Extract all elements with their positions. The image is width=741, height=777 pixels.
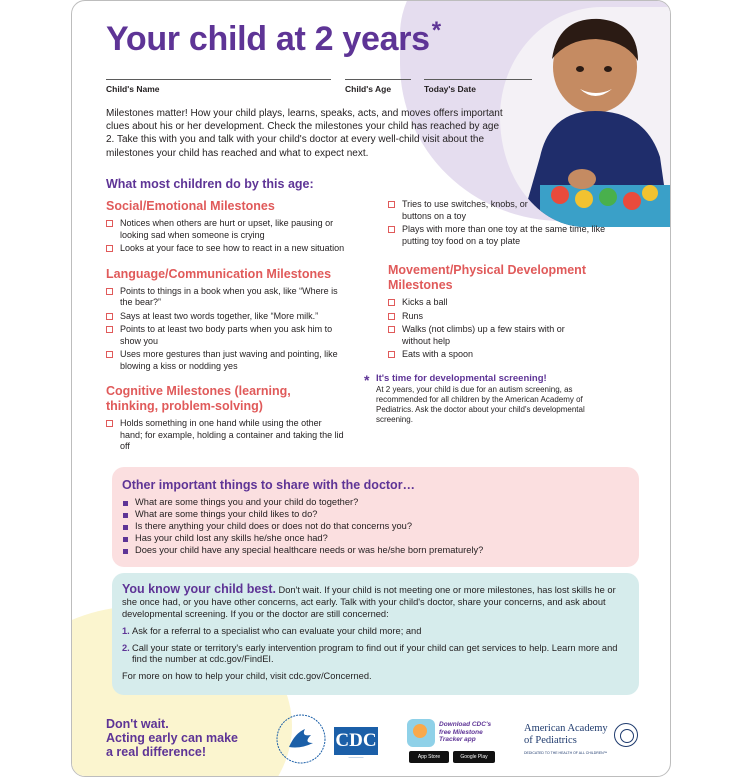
language-heading: Language/Communication Milestones [106,266,332,281]
list-item [122,509,625,521]
aap-tagline: DEDICATED TO THE HEALTH OF ALL CHILDREN™ [524,751,608,755]
page-title-text: Your child at 2 years [106,20,430,58]
milestone-text: Points to at least two body parts when you ask him to show you [120,324,333,346]
social-list [106,218,346,255]
aap-name: American Academy of Pediatrics [524,723,608,746]
checkbox[interactable] [106,220,113,227]
milestone-text: Holds something in one hand while using the other hand; for example, holding a container and taking the lid off [120,418,344,451]
checkbox[interactable] [388,226,395,233]
cdc-logo-box: CDC [334,727,378,755]
checkbox[interactable] [106,245,113,252]
checkbox[interactable] [388,299,395,306]
know-lead [122,583,625,620]
list-item-text: What are some things your child likes to do? [135,508,318,519]
checkbox[interactable] [106,351,113,358]
step-number: 1. [122,626,130,636]
milestone-text: Uses more gestures than just waving and pointing, like blowing a kiss or nodding yes [120,349,338,371]
screening-note [364,372,606,425]
milestone-sheet [71,0,671,777]
know-footer: For more on how to help your child, visit cdc.gov/Concerned. [122,670,372,681]
bullet-icon [123,513,128,518]
bullet-icon [123,537,128,542]
step-text: Ask for a referral to a specialist who can evaluate your child more; and [132,626,422,636]
milestone-text: Walks (not climbs) up a few stairs with or without help [402,324,565,346]
milestone-item [106,418,346,453]
milestone-text: Eats with a spoon [402,349,474,359]
milestone-tracker-app-promo[interactable] [407,717,497,767]
know-steps [122,626,625,666]
cognitive-list [106,418,346,453]
right-column [388,199,616,363]
milestone-item [106,218,346,241]
step-number: 2. [122,642,130,653]
milestone-text: Plays with more than one toy at the same time, like putting toy food on a toy plate [402,224,606,246]
movement-list [388,297,616,361]
checkbox[interactable] [106,288,113,295]
milestone-item [106,349,346,372]
know-lead-text: Don't wait. If your child is not meeting one or more milestones, has lost skills he or she once had, or you have other concerns, act early. Talk with your child's doctor, share your concerns, and ask about developmental screening. If you or the doctor are still concerned: [122,585,616,619]
app-icon [407,719,435,747]
bullet-icon [123,501,128,506]
milestone-item [388,324,588,347]
slogan-line: Acting early can make [106,731,239,745]
checkbox[interactable] [388,351,395,358]
cognitive-list-continued [388,199,616,247]
step-item [122,626,625,638]
screening-heading: It's time for developmental screening! [376,373,547,384]
list-item [122,545,625,557]
other-things-heading: Other important things to share with the doctor… [122,478,416,492]
language-list [106,286,346,373]
checkbox[interactable] [388,313,395,320]
cognitive-heading: Cognitive Milestones (learning, thinking, problem-solving) [106,384,291,413]
milestone-text: Runs [402,310,424,321]
list-item [122,497,625,509]
checkbox[interactable] [388,201,395,208]
left-column [106,199,346,455]
milestone-item [388,311,616,323]
milestone-text: Tries to use switches, knobs, or buttons on a toy [402,199,528,221]
milestone-text: Points to things in a book when you ask, like “Where is the bear?” [120,285,338,307]
know-heading: You know your child best. [122,582,276,596]
know-your-child-panel [112,573,639,695]
cdc-logo [334,727,378,763]
screening-body: At 2 years, your child is due for an autism screening, as recommended for all children by the American Academy of Pediatrics. Ask the doctor about your child's developmental screening. [376,385,585,424]
milestone-item [388,199,558,222]
hhs-eagle-icon [275,713,327,765]
milestone-item [106,286,346,309]
checkbox[interactable] [106,420,113,427]
slogan-line: a real difference! [106,745,207,759]
dont-wait-slogan [106,717,238,759]
childs-name-field[interactable]: Child's Name [106,79,331,94]
list-item-text: What are some things you and your child do together? [135,497,359,507]
hhs-logo [275,713,327,765]
slogan-line: Don't wait. [106,717,169,731]
list-item [122,521,625,533]
bullet-icon [123,525,128,530]
milestone-text: Kicks a ball [402,297,448,307]
milestone-text: Notices when others are hurt or upset, like pausing or looking sad when someone is crying [120,218,334,240]
list-item-text: Is there anything your child does or does not do that concerns you? [135,520,413,531]
other-things-list [122,497,625,557]
checkbox[interactable] [106,326,113,333]
todays-date-field[interactable]: Today's Date [424,79,532,94]
intro-paragraph: Milestones matter! How your child plays, learns, speaks, acts, and moves offers important clues about his or her development. Check the milestones your child has reached by age 2. Take this with you and talk with your child's doctor at every well-child visit about the milestones your child has reached and what to expect next. [106,108,503,159]
app-promo-text: Download CDC's free Milestone Tracker app [439,721,492,743]
milestone-item [388,224,616,247]
checkbox[interactable] [106,313,113,320]
milestone-text: Looks at your face to see how to react in a new situation [120,243,345,253]
milestone-item [106,243,346,255]
step-item [122,643,625,666]
childs-age-field[interactable]: Child's Age [345,79,411,94]
aap-logo [524,723,644,755]
page-title [106,17,441,59]
star-icon: * [364,372,370,388]
movement-heading: Movement/Physical Development Milestones [388,263,586,292]
milestone-item [106,324,346,347]
google-play-badge[interactable]: Google Play [453,751,495,763]
milestone-item [106,311,346,323]
milestone-item [388,297,616,309]
app-store-badge[interactable]: App Store [409,751,449,763]
list-item-text: Has your child lost any skills he/she once had? [135,532,328,543]
aap-seal-icon [614,723,638,747]
milestone-item [388,349,616,361]
what-most-heading: What most children do by this age: [106,177,314,191]
bullet-icon [123,549,128,554]
milestone-text: Says at least two words together, like “More milk.” [120,310,319,321]
list-item-text: Does your child have any special healthcare needs or was he/she born prematurely? [135,544,484,555]
social-heading: Social/Emotional Milestones [106,199,275,213]
cdc-logo-tagline: ────── [348,756,364,760]
list-item [122,533,625,545]
title-asterisk: * [431,17,441,44]
other-things-panel [112,467,639,567]
step-text: Call your state or territory's early intervention program to find out if your child can get services to help. Learn more and find the number at cdc.gov/FindEI. [132,642,618,665]
checkbox[interactable] [388,326,395,333]
